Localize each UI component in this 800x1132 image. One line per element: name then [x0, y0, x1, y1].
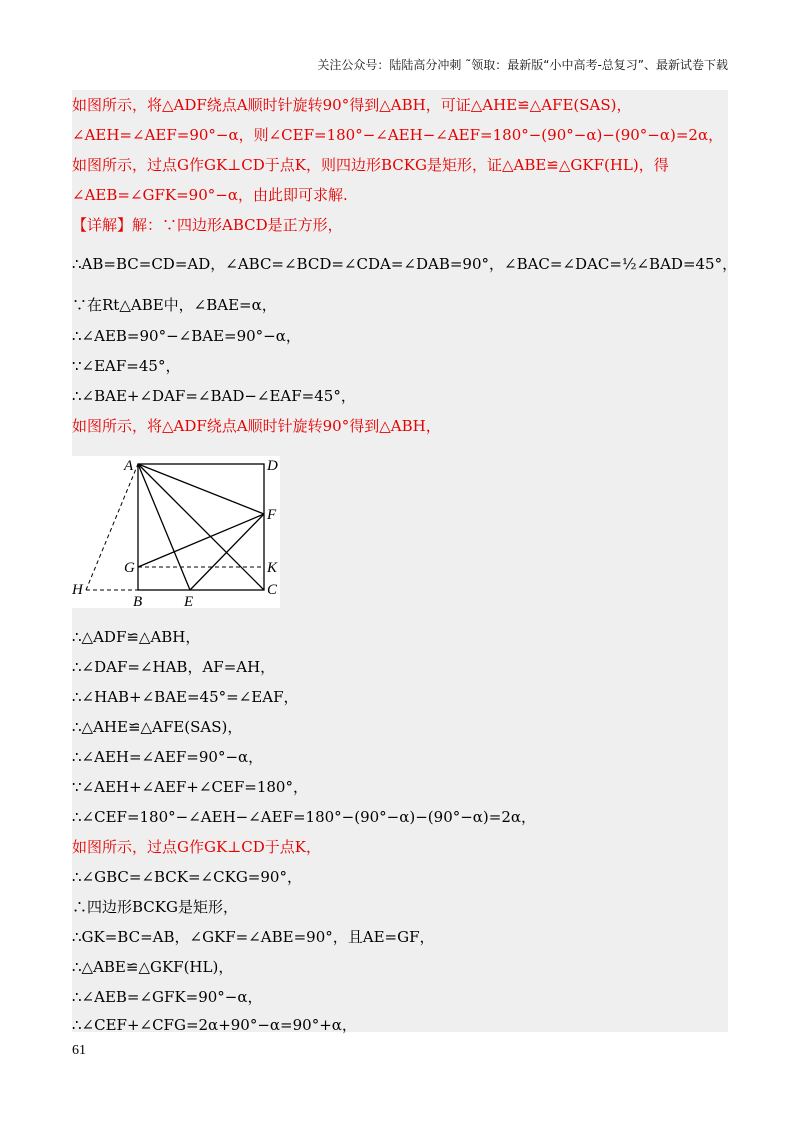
text-line: ∴∠BAE+∠DAF=∠BAD−∠EAF=45°， — [72, 387, 356, 405]
text-line: ∴△ADF≌△ABH， — [72, 628, 201, 646]
detail-heading: 【详解】解：∵四边形ABCD是正方形， — [72, 216, 343, 234]
segment-ae — [138, 464, 190, 590]
segment-af — [138, 464, 264, 514]
label-f: F — [267, 507, 277, 523]
text-line: ∴AB=BC=CD=AD，∠ABC=∠BCD=∠CDA=∠DAB=90°，∠BAC=∠DAC=½∠BAD=45°， — [72, 255, 738, 273]
text-line: ∴四边形BCKG是矩形， — [72, 898, 238, 916]
text-line: ∴∠GBC=∠BCK=∠CKG=90°， — [72, 868, 302, 886]
text-line: ∴∠AEB=∠GFK=90°−α， — [72, 988, 263, 1006]
page-header: 关注公众号：陆陆高分冲刺 ˜领取：最新版“小中高考-总复习”、最新试卷下载 — [317, 58, 728, 72]
text-line: 如图所示，将△ADF绕点A顺时针旋转90°得到△ABH，可证△AHE≌△AFE(SAS)， — [72, 96, 632, 114]
label-b: B — [133, 594, 143, 608]
text-line: ∴∠AEB=90°−∠BAE=90°−α， — [72, 327, 301, 345]
text-line: ∴GK=BC=AB，∠GKF=∠ABE=90°，且AE=GF， — [72, 928, 435, 946]
text-line: ∴△AHE≌△AFE(SAS)， — [72, 718, 243, 736]
label-g: G — [124, 560, 135, 576]
segment-gf — [138, 514, 264, 567]
text-line: ∴∠AEH=∠AEF=90°−α， — [72, 748, 264, 766]
text-line: 如图所示，将△ADF绕点A顺时针旋转90°得到△ABH， — [72, 417, 441, 435]
text-line: 如图所示，过点G作GK⊥CD于点K， — [72, 838, 321, 856]
text-line: ∴∠CEF+∠CFG=2α+90°−α=90°+α， — [72, 1016, 357, 1034]
solution-block — [72, 90, 738, 1034]
text-line: ∵在Rt△ABE中，∠BAE=α， — [72, 296, 277, 314]
segment-ac — [138, 464, 264, 590]
label-e: E — [184, 594, 194, 608]
text-line: 如图所示，过点G作GK⊥CD于点K，则四边形BCKG是矩形，证△ABE≌△GKF(HL)，得 — [72, 156, 669, 174]
label-h: H — [72, 582, 83, 598]
label-k: K — [267, 560, 278, 576]
geometry-figure — [72, 456, 280, 608]
text-line: ∵∠AEH+∠AEF+∠CEF=180°， — [72, 778, 308, 796]
text-line: ∠AEH=∠AEF=90°−α，则∠CEF=180°−∠AEH−∠AEF=180°−(90°−α)−(90°−α)=2α， — [72, 126, 724, 144]
text-line: ∴∠DAF=∠HAB，AF=AH， — [72, 658, 276, 676]
label-c: C — [267, 582, 278, 598]
text-line: ∴∠CEF=180°−∠AEH−∠AEF=180°−(90°−α)−(90°−α)=2α， — [72, 808, 537, 826]
square-diagram — [72, 456, 280, 608]
text-line: ∴∠HAB+∠BAE=45°=∠EAF， — [72, 688, 299, 706]
text-line: ∴△ABE≌△GKF(HL)， — [72, 958, 234, 976]
text-line: ∠AEB=∠GFK=90°−α，由此即可求解. — [72, 186, 348, 204]
text-line: ∵∠EAF=45°， — [72, 357, 181, 375]
page-number: 61 — [72, 1043, 86, 1058]
label-d: D — [267, 458, 278, 474]
label-a: A — [124, 458, 134, 474]
